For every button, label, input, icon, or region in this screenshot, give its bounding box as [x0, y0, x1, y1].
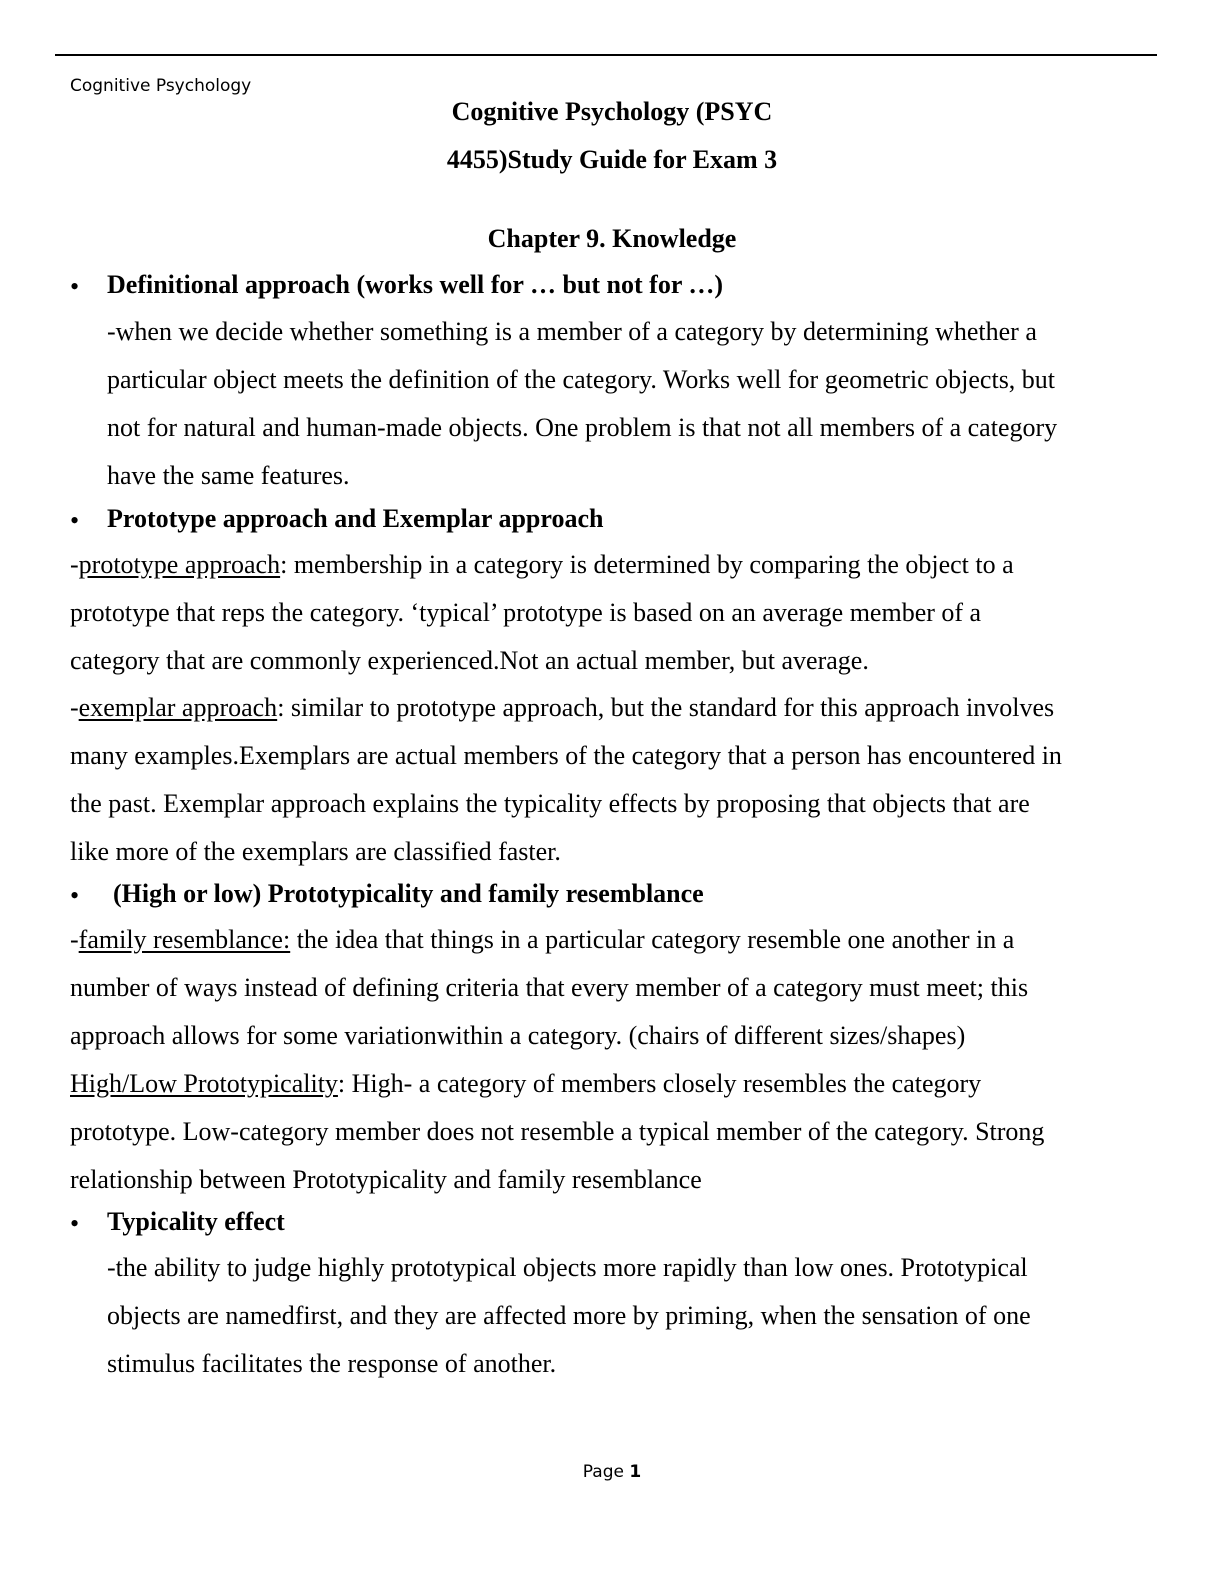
prototype-heading: Prototype approach and Exemplar approach	[107, 504, 604, 533]
prototype-line: prototype that reps the category. ‘typical’ prototype is based on an average member of a	[70, 598, 982, 627]
exemplar-line: the past. Exemplar approach explains the typicality effects by proposing that objects that are	[70, 789, 1030, 818]
definitional-line: particular object meets the definition of the category. Works well for geometric objects, but	[107, 365, 1056, 394]
definitional-line: -when we decide whether something is a member of a category by determining whether a	[107, 317, 1037, 346]
high-low-rest: : High- a category of members closely resembles the category	[337, 1069, 982, 1098]
definitional-line: have the same features.	[107, 461, 350, 490]
prototype-term: prototype approach	[78, 550, 281, 579]
chapter-heading: Chapter 9. Knowledge	[487, 224, 737, 253]
definitional-line: not for natural and human-made objects. One problem is that not all members of a category	[107, 413, 1058, 442]
exemplar-term: exemplar approach	[78, 693, 278, 722]
exemplar-line: many examples.Exemplars are actual members of the category that a person has encountered in	[70, 741, 1062, 770]
running-header: Cognitive Psychology	[70, 76, 252, 96]
bullet-typicality: •	[70, 1209, 80, 1238]
family-prefix: -	[70, 925, 79, 954]
page-label: Page	[582, 1462, 624, 1482]
bullet-definitional: •	[70, 272, 80, 301]
family-term: family resemblance:	[78, 925, 291, 954]
high-low-definition-line	[70, 1069, 981, 1099]
typicality-heading: Typicality effect	[107, 1207, 285, 1236]
typicality-line: objects are namedfirst, and they are affected more by priming, when the sensation of one	[107, 1301, 1031, 1330]
family-rest: the idea that things in a particular category resemble one another in a	[290, 925, 1015, 954]
header-rule	[55, 54, 1157, 56]
prototypicality-heading: (High or low) Prototypicality and family resemblance	[113, 879, 704, 908]
exemplar-rest: : similar to prototype approach, but the standard for this approach involves	[277, 693, 1055, 722]
high-low-line: prototype. Low-category member does not resemble a typical member of the category. Strong	[70, 1117, 1045, 1146]
bullet-prototype: •	[70, 506, 80, 535]
prototype-line: category that are commonly experienced.Not an actual member, but average.	[70, 646, 869, 675]
typicality-line: stimulus facilitates the response of another.	[107, 1349, 557, 1378]
family-definition-line	[70, 925, 1014, 955]
prototype-definition-line	[70, 550, 1014, 580]
bullet-prototypicality: •	[70, 881, 80, 910]
page-number: 1	[629, 1462, 642, 1482]
family-line: number of ways instead of defining criteria that every member of a category must meet; this	[70, 973, 1029, 1002]
exemplar-line: like more of the exemplars are classified faster.	[70, 837, 561, 866]
title-line-1: Cognitive Psychology (PSYC	[451, 97, 773, 126]
prototype-prefix: -	[70, 550, 79, 579]
high-low-term: High/Low Prototypicality	[70, 1069, 338, 1098]
page-footer	[0, 1462, 1224, 1482]
exemplar-prefix: -	[70, 693, 79, 722]
high-low-line: relationship between Prototypicality and family resemblance	[70, 1165, 702, 1194]
family-line: approach allows for some variationwithin a category. (chairs of different sizes/shapes)	[70, 1021, 966, 1050]
title-line-2: 4455)Study Guide for Exam 3	[446, 145, 778, 174]
typicality-line: -the ability to judge highly prototypical objects more rapidly than low ones. Prototypical	[107, 1253, 1028, 1282]
prototype-rest: : membership in a category is determined by comparing the object to a	[280, 550, 1014, 579]
definitional-heading: Definitional approach (works well for … but not for …)	[107, 270, 724, 299]
exemplar-definition-line	[70, 693, 1054, 723]
